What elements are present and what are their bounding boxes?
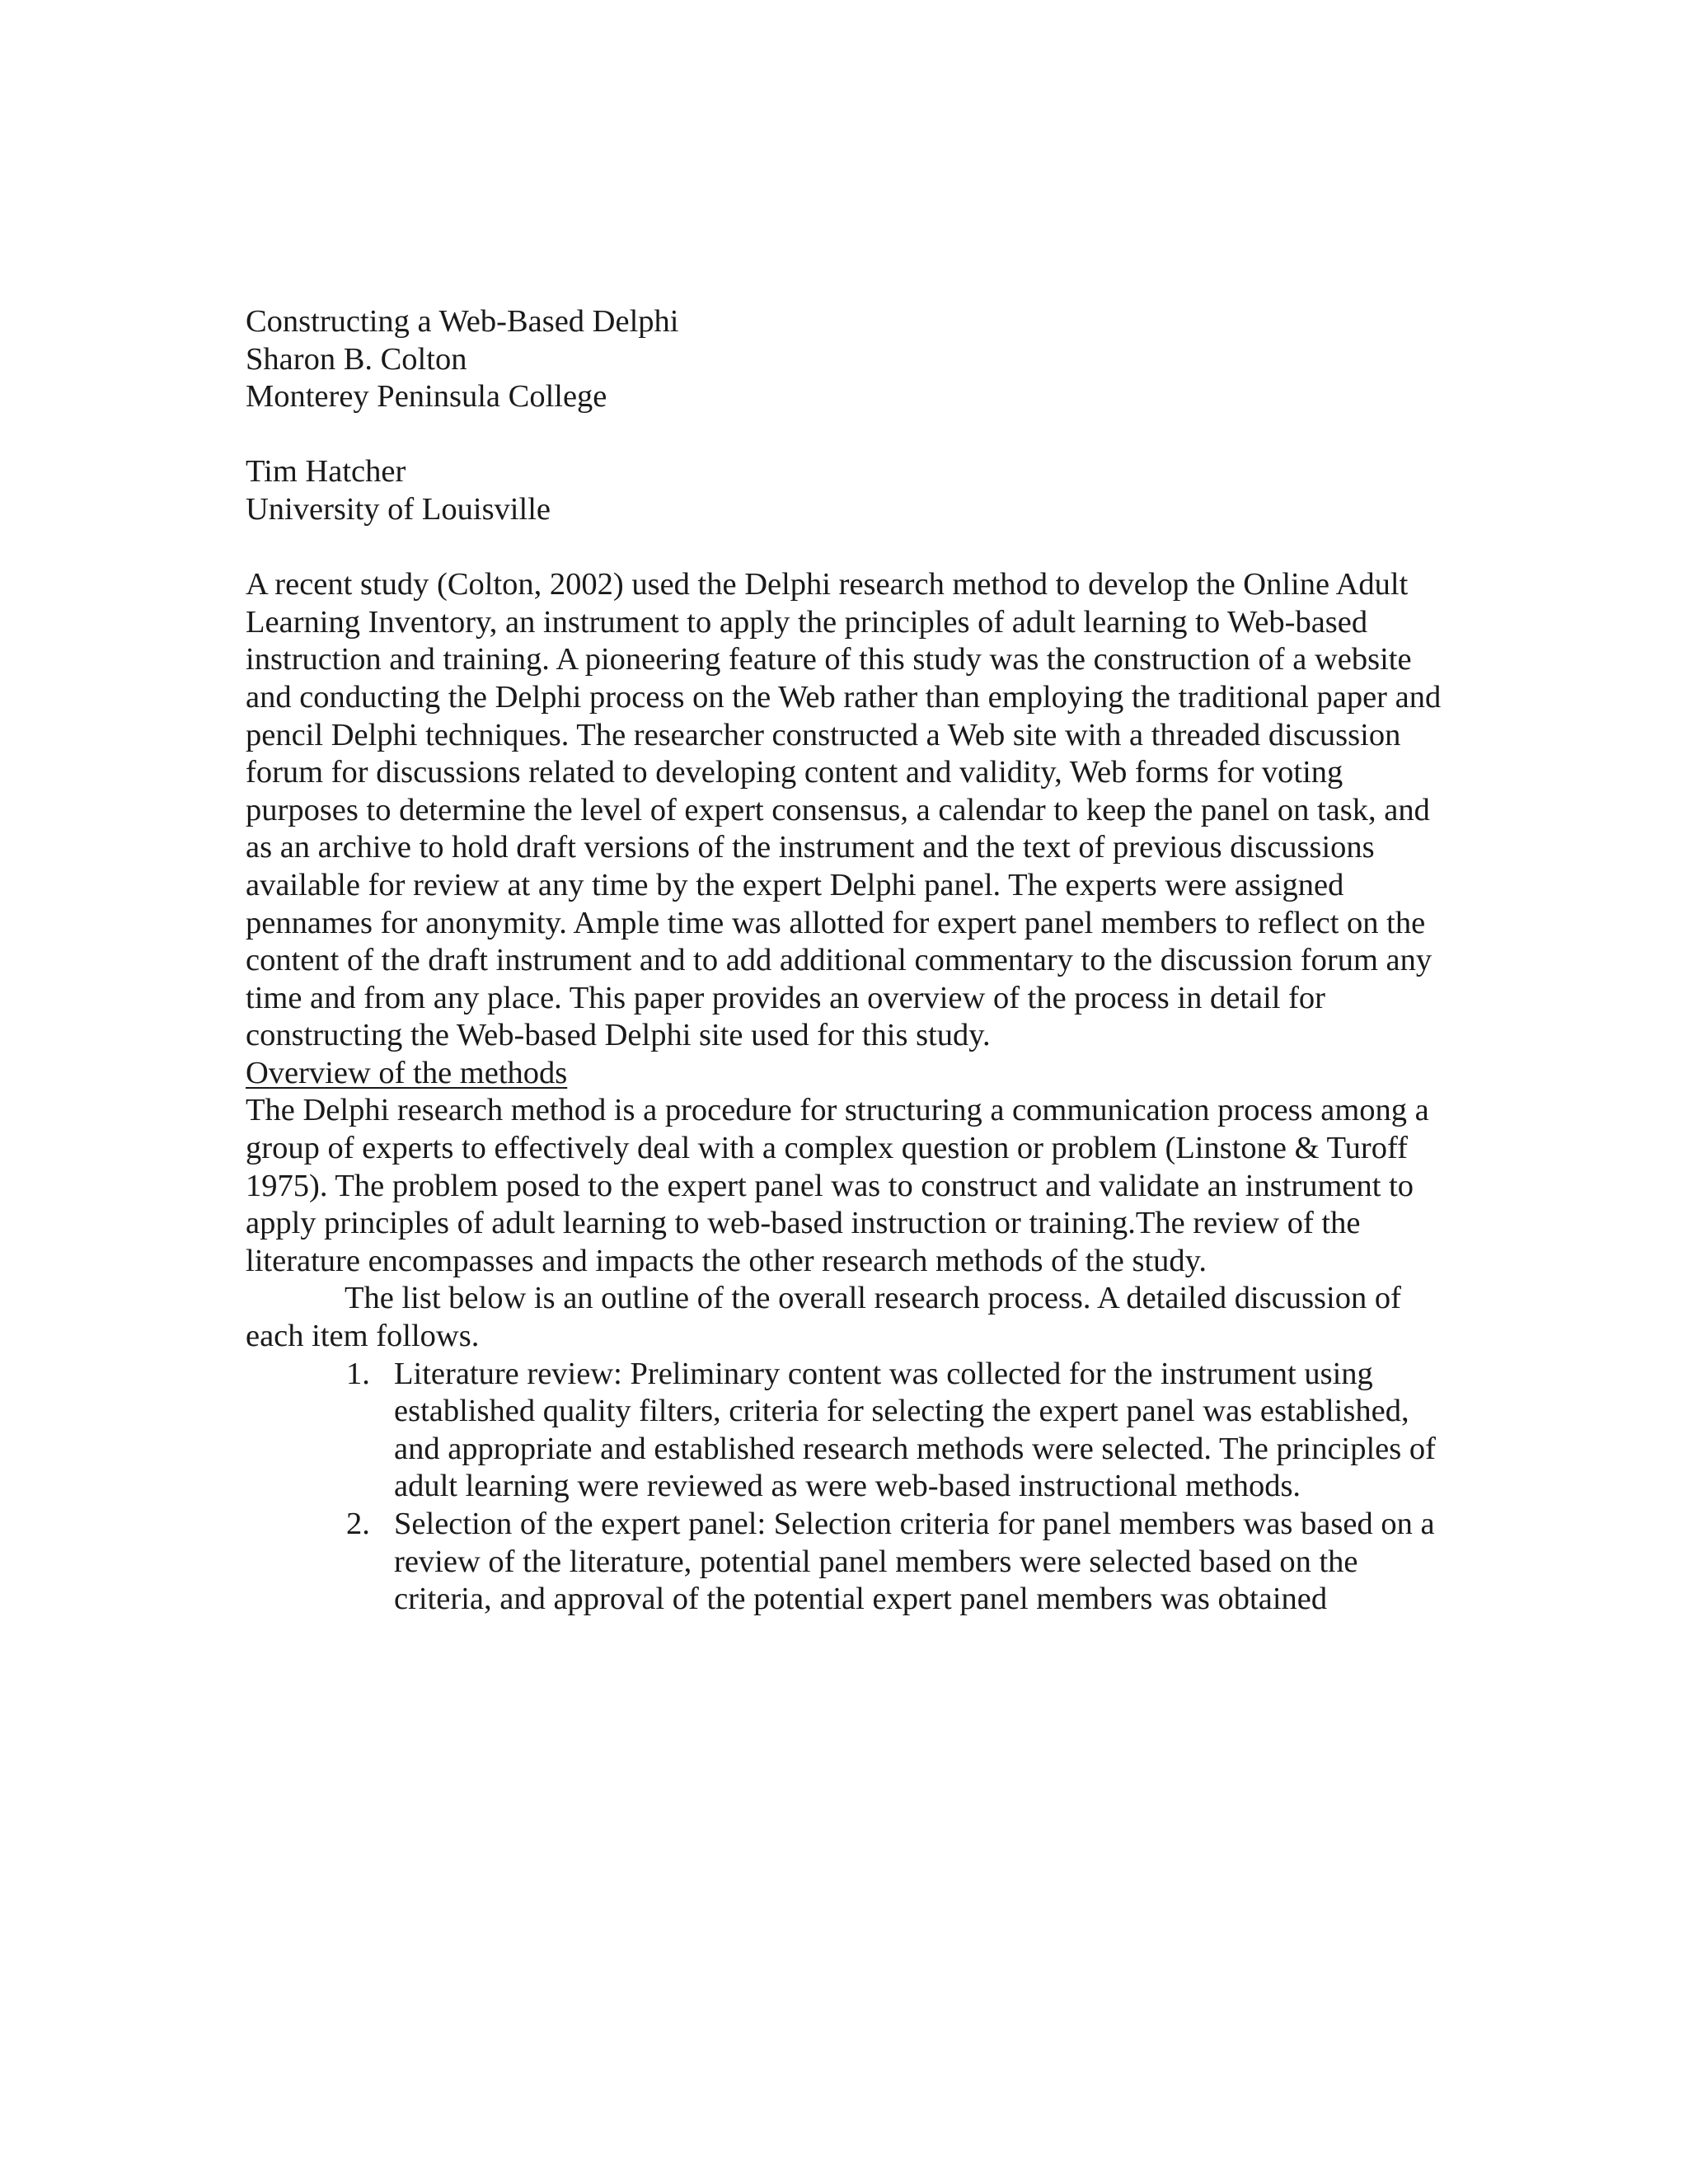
list-item-number: 1. [346,1356,370,1391]
list-item-text: Selection of the expert panel: Selection criteria for panel members was based on a review of the literature, potential panel members were selected based on the criteria, and approval of the potential expert panel members was obtained [394,1507,1435,1617]
author-affiliation: Monterey Peninsula College [246,379,607,415]
author-block-2 [246,453,1449,528]
author-block-1 [246,341,1449,416]
document-page [246,303,1449,1619]
body-paragraph: The Delphi research method is a procedure for structuring a communication process among a group of experts to effectively deal with a complex question or problem (Linstone & Turoff 1975). The problem posed to the expert panel was to construct and validate an instrument to apply principles of adult learning to web-based instruction or training.The review of the literature encompasses and impacts the other research methods of the study. [246,1093,1429,1278]
section-heading: Overview of the methods [246,1055,568,1090]
list-item [246,1356,1441,1506]
list-item [246,1506,1441,1619]
author-affiliation: University of Louisville [246,491,551,527]
paper-title: Constructing a Web-Based Delphi [246,304,679,339]
author-name: Tim Hatcher [246,454,406,490]
body-paragraph: The list below is an outline of the overall research process. A detailed discussion of each item follows. [246,1281,1401,1354]
list-item-text: Literature review: Preliminary content was collected for the instrument using established quality filters, criteria for selecting the expert panel was established, and appropriate and established research methods were selected. The principles of adult learning were reviewed as were web-based instructional methods. [394,1356,1436,1504]
author-name: Sharon B. Colton [246,341,467,377]
abstract-paragraph: A recent study (Colton, 2002) used the Delphi research method to develop the Online Adult Learning Inventory, an instrument to apply the principles of adult learning to Web-based instruction and training. A pioneering feature of this study was the construction of a website and conducting the Delphi process on the Web rather than employing the traditional paper and pencil Delphi techniques. The researcher constructed a Web site with a threaded discussion forum for discussions related to developing content and validity, Web forms for voting purposes to determine the level of expert consensus, a calendar to keep the panel on task, and as an archive to hold draft versions of the instrument and the text of previous discussions available for review at any time by the expert Delphi panel. The experts were assigned pennames for anonymity. Ample time was allotted for expert panel members to reflect on the content of the draft instrument and to add additional commentary to the discussion forum any time and from any place. This paper provides an overview of the process in detail for constructing the Web-based Delphi site used for this study. [246,567,1442,1053]
list-item-number: 2. [346,1507,370,1541]
process-list [246,1356,1449,1619]
